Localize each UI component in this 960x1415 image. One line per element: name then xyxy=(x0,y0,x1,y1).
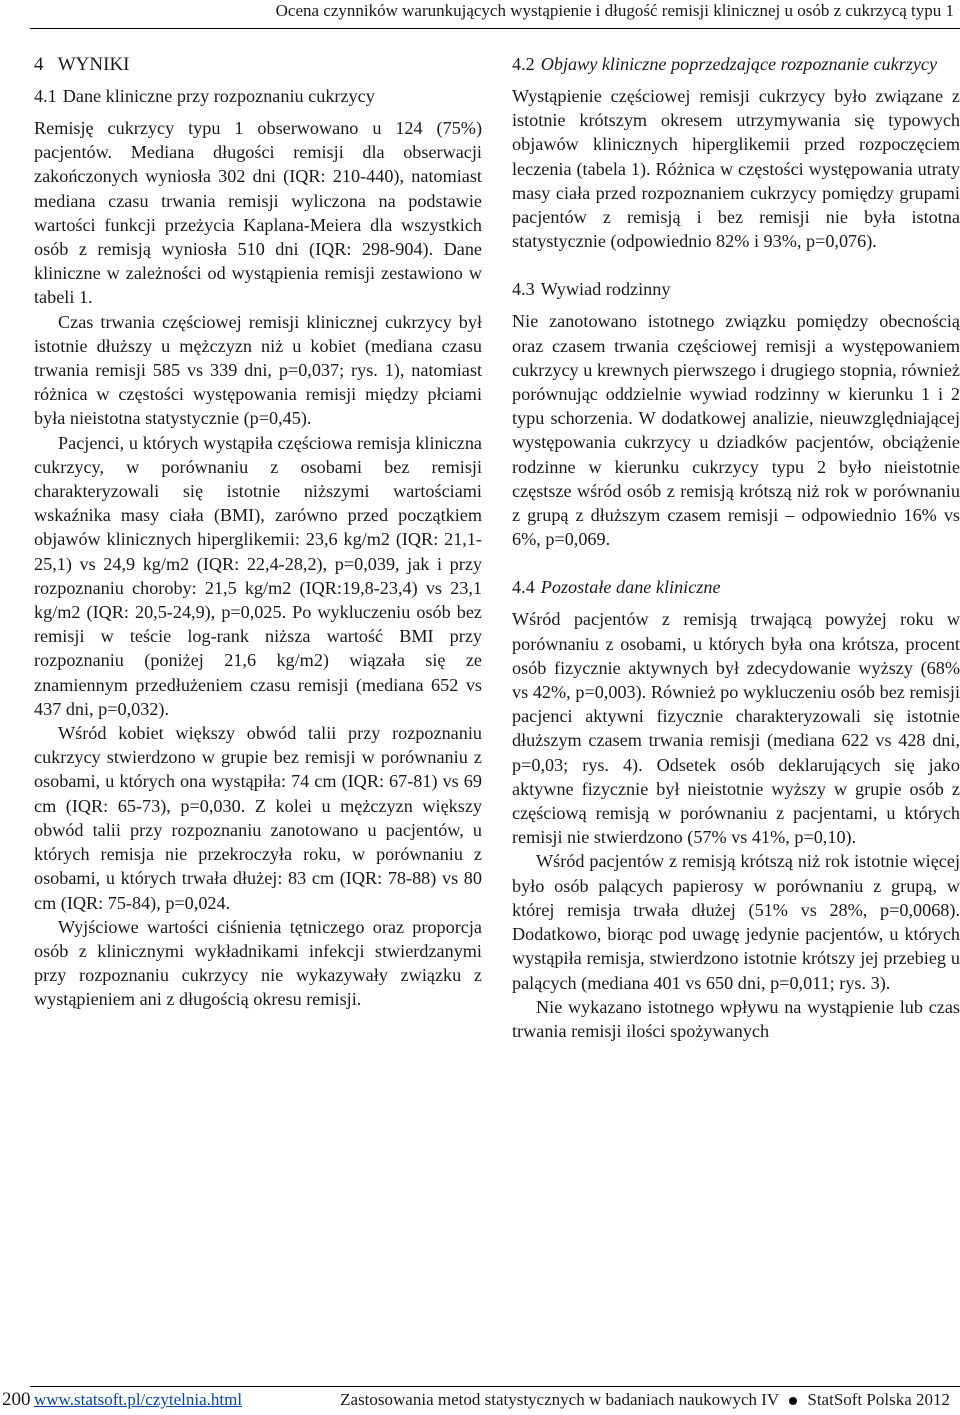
paragraph: Wśród pacjentów z remisją trwającą powyżej roku w porównaniu z osobami, u których była ona krótsza, procent osób fizycznie aktywnych był zdecydowanie wyższy (68% vs 42%, p=0,003). Również po wykluczeniu osób bez remisji pacjenci aktywni fizycznie charakteryzowali się istotnie dłuższym czasem trwania remisji (mediana 622 vs 428 dni, p=0,03; rys. 4). Odsetek osób deklarujących się jako aktywne fizycznie był nieistotnie wyższy w grupie osób z częściową remisją w porównaniu z pacjentami, u których remisji nie stwierdzono (57% vs 41%, p=0,10). xyxy=(512,609,960,848)
subsection-number: 4.4 xyxy=(512,577,535,598)
publisher: StatSoft Polska 2012 xyxy=(807,1390,950,1409)
section-heading xyxy=(34,52,482,78)
running-header xyxy=(0,0,960,21)
spacer xyxy=(512,253,960,277)
paragraph: Pacjenci, u których wystąpiła częściowa remisja kliniczna cukrzycy, w porównaniu z osobami bez remisji charakteryzowali się istotnie niższymi wartościami wskaźnika masy ciała (BMI), zarówno przed początkiem objawów klinicznych hiperglikemii: 23,6 kg/m2 (IQR: 21,1-25,1) vs 24,9 kg/m2 (IQR: 22,4-28,2), p=0,039, jak i przy rozpoznaniu choroby: 21,5 kg/m2 (IQR:19,8-23,4) vs 23,1 kg/m2 (IQR: 20,5-24,9), p=0,025. Po wykluczeniu osób bez remisji w teście log-rank niższa wartość BMI przy rozpoznaniu (poniżej 21,6 kg/m2) wiązała się ze znamiennym przedłużeniem czasu remisji (mediana 652 vs 437 dni, p=0,032). xyxy=(34,432,482,719)
header-divider xyxy=(30,28,960,29)
paragraph: Wśród pacjentów z remisją krótszą niż rok istotnie więcej było osób palących papierosy w porównaniu z grupą, w której remisja trwała dłużej (51% vs 28%, p=0,0068). Dodatkowo, biorąc pod uwagę jedynie pacjentów, u których wystąpiła remisja, stwierdzono istotnie krótszy jej przebieg u palących (mediana 401 vs 650 dni, p=0,011; rys. 3). xyxy=(512,851,960,993)
subsection-title: Dane kliniczne przy rozpoznaniu cukrzycy xyxy=(62,86,375,106)
book-title: Zastosowania metod statystycznych w badaniach naukowych IV xyxy=(340,1390,779,1409)
left-column xyxy=(34,52,482,1012)
bullet-icon xyxy=(789,1397,797,1405)
page-footer xyxy=(0,1388,960,1412)
right-column xyxy=(512,52,960,1043)
subsection-title: Wywiad rodzinny xyxy=(540,279,671,300)
subsection-title: Objawy kliniczne poprzedzające rozpoznanie cukrzycy xyxy=(540,54,938,74)
subsection-heading-4-3 xyxy=(512,277,960,301)
page-number: 200 xyxy=(2,1389,31,1410)
subsection-heading-4-4 xyxy=(512,575,960,599)
subsection-title: Pozostałe dane kliniczne xyxy=(540,577,721,598)
footer-citation xyxy=(340,1388,950,1412)
subsection-heading-4-2 xyxy=(512,52,960,76)
subsection-number: 4.3 xyxy=(512,279,535,300)
running-title: Ocena czynników warunkujących wystąpienie i długość remisji klinicznej u osób z cukrzycą typu 1 xyxy=(275,1,954,20)
paragraph: Wyjściowe wartości ciśnienia tętniczego oraz proporcja osób z klinicznymi wykładnikami infekcji stwierdzanymi przy rozpoznaniu cukrzycy nie wykazywały związku z wystąpieniem ani z długością okresu remisji. xyxy=(34,916,482,1010)
section-number: 4 xyxy=(34,54,44,75)
subsection-number: 4.2 xyxy=(512,54,535,74)
paragraph: Nie wykazano istotnego wpływu na wystąpienie lub czas trwania remisji ilości spożywanych xyxy=(512,996,960,1041)
paragraph: Nie zanotowano istotnego związku pomiędzy obecnością oraz czasem trwania częściowej remisji a występowaniem cukrzycy u krewnych pierwszego i drugiego stopnia, również porównując oddzielnie wywiad rodzinny w kierunku 1 i 2 typu schorzenia. W dodatkowej analizie, nieuwzględniającej występowania cukrzycy u dziadków pacjentów, obciążenie rodzinne w kierunku cukrzycy typu 2 było nieistotnie częstsze wśród osób z remisją krótszą niż rok w porównaniu z grupą z dłuższym czasem remisji – odpowiednio 16% vs 6%, p=0,069. xyxy=(512,311,960,550)
paragraph: Wśród kobiet większy obwód talii przy rozpoznaniu cukrzycy stwierdzono w grupie bez remisji w porównaniu z osobami, u których ona wystąpiła: 74 cm (IQR: 67-81) vs 69 cm (IQR: 65-73), p=0,030. Z kolei u mężczyzn większy obwód talii przy rozpoznaniu zanotowano u pacjentów, u których remisja nie przekroczyła roku, w porównaniu z osobami, u których trwała dłużej: 83 cm (IQR: 78-88) vs 80 cm (IQR: 75-84), p=0,024. xyxy=(34,723,482,913)
paragraph: Remisję cukrzycy typu 1 obserwowano u 124 (75%) pacjentów. Mediana długości remisji dla obserwacji zakończonych wyniosła 302 dni (IQR: 210-440), natomiast mediana czasu trwania remisji wyliczona na podstawie wartości funkcji przeżycia Kaplana-Meiera dla wszystkich osób z remisją wyniosła 510 dni (IQR: 298-904). Dane kliniczne w zależności od wystąpienia remisji zestawiono w tabeli 1. xyxy=(34,118,482,308)
footer-divider xyxy=(30,1386,960,1387)
paragraph: Czas trwania częściowej remisji klinicznej cukrzycy był istotnie dłuższy u mężczyzn niż u kobiet (mediana czasu trwania remisji 585 vs 339 dni, p=0,037; rys. 1), natomiast różnica w częstości występowania remisji między płciami była nieistotna statystycznie (p=0,45). xyxy=(34,311,482,429)
paragraph: Wystąpienie częściowej remisji cukrzycy było związane z istotnie krótszym okresem utrzymywania się typowych objawów klinicznych hiperglikemii przed rozpoczęciem leczenia (tabela 1). Różnica w częstości występowania utraty masy ciała przed rozpoznaniem cukrzycy pomiędzy grupami pacjentów z remisją i bez remisji nie była istotna statystycznie (odpowiednio 82% i 93%, p=0,076). xyxy=(512,86,960,252)
footer-link[interactable]: www.statsoft.pl/czytelnia.html xyxy=(34,1390,243,1409)
section-title: WYNIKI xyxy=(57,54,130,75)
spacer xyxy=(512,551,960,575)
subsection-heading-4-1 xyxy=(34,84,482,108)
subsection-number: 4.1 xyxy=(34,86,57,106)
